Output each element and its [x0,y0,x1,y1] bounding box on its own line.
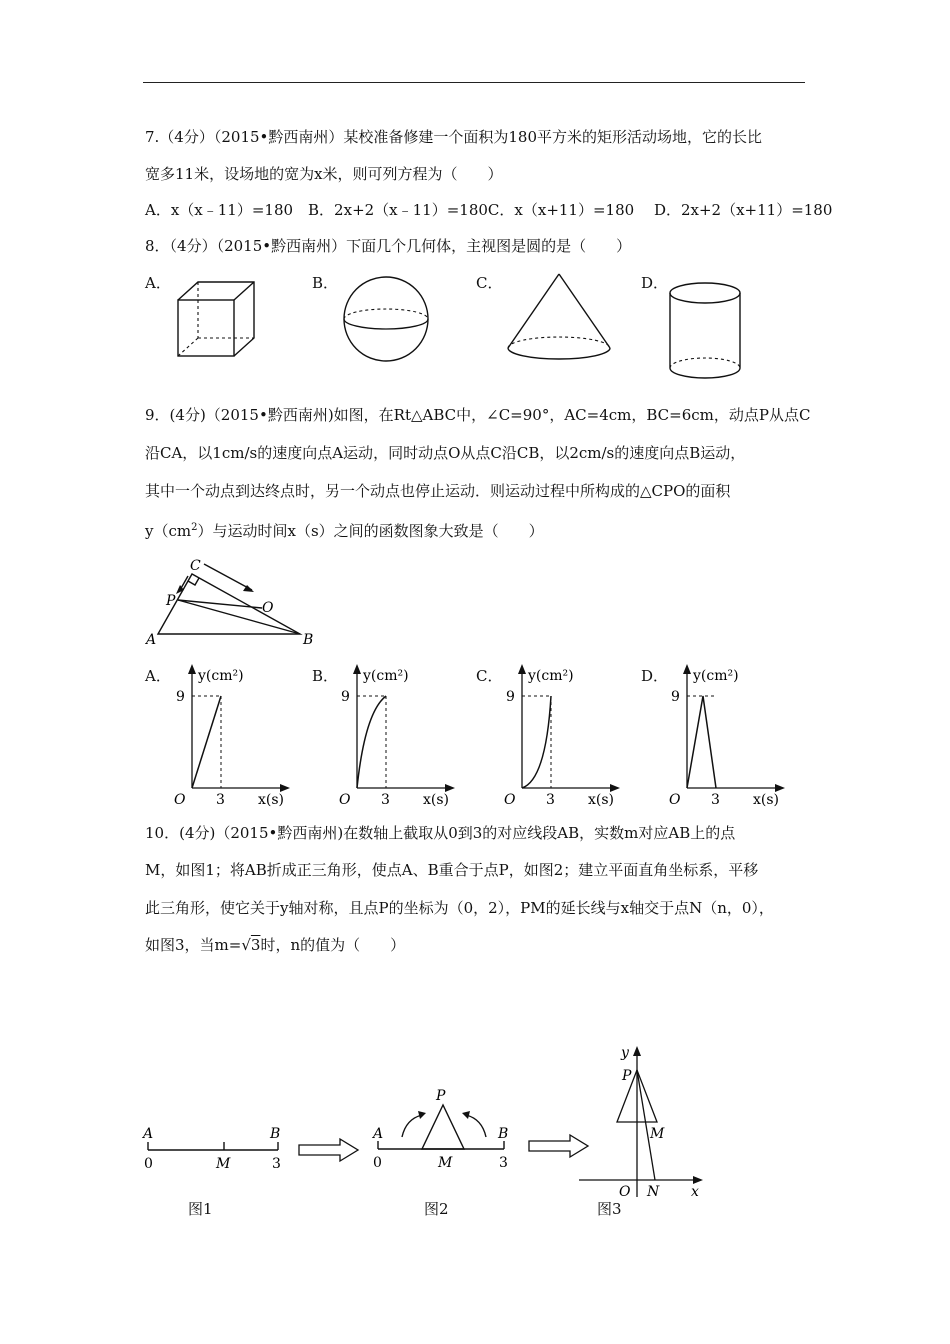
graph-a-origin: O [174,792,186,808]
fig2-label-zero: 0 [373,1155,382,1171]
graph-c-ylabel: y(cm²) [528,668,574,684]
fig2-caption: 图2 [424,1200,449,1218]
fig3-caption: 图3 [597,1200,622,1218]
fig1-label-three: 3 [272,1156,281,1172]
fig1-label-b: B [270,1126,281,1142]
graph-a-xtick: 3 [216,792,225,808]
sphere-icon [338,275,438,365]
graph-a-xlabel: x(s) [258,792,285,808]
triangle-label-o: O [262,600,274,616]
fig2-label-m: M [438,1155,453,1171]
graph-d-xtick: 3 [711,792,720,808]
fig2-label-b: B [498,1126,509,1142]
q9-option-b-label: B． [312,667,339,685]
graph-b [333,660,458,810]
fig3-label-y: y [621,1045,629,1061]
figure-3 [575,1042,715,1202]
graph-b-xlabel: x(s) [423,792,450,808]
q9-line2: 沿CA，以1cm/s的速度向点A运动，同时动点O从点C沿CB，以2cm/s的速度向点B运动， [145,444,746,462]
q9-line1: 9．(4分)（2015•黔西南州)如图，在Rt△ABC中，∠C=90°，AC=4cm，BC=6cm，动点P从点C [145,406,811,424]
fig2-label-p: P [436,1088,446,1104]
graph-b-ytick: 9 [341,689,350,705]
q7-options: A．x（x﹣11）=180 B．2x+2（x﹣11）=180C．x（x+11）=180 D．2x+2（x+11）=180 [145,201,833,219]
graph-a-ytick: 9 [176,689,185,705]
fig2-label-three: 3 [499,1155,508,1171]
graph-b-xtick: 3 [381,792,390,808]
fig2-label-a: A [373,1126,384,1142]
q9-line3: 其中一个动点到达终点时，另一个动点也停止运动．则运动过程中所构成的△CPO的面积 [145,482,731,500]
graph-d-ylabel: y(cm²) [693,668,739,684]
q9-line4-post: ）与运动时间x（s）之间的函数图象大致是（ ） [197,522,544,540]
q8-option-c-label: C． [476,274,503,292]
figure-2 [368,1085,518,1180]
q8-line1: 8．（4分）（2015•黔西南州）下面几个几何体，主视图是圆的是（ ） [145,237,632,255]
fig3-label-x: x [691,1184,699,1200]
q10-line1: 10．(4分)（2015•黔西南州)在数轴上截取从0到3的对应线段AB，实数m对应AB上的点 [145,824,736,842]
graph-c-ytick: 9 [506,689,515,705]
header-rule [143,82,805,83]
q9-option-a-label: A． [145,667,171,685]
q8-option-b-label: B． [312,274,339,292]
q9-line4-sup: 2 [191,522,198,533]
graph-d-origin: O [669,792,681,808]
graph-c-xtick: 3 [546,792,555,808]
q9-option-d-label: D． [641,667,669,685]
graph-c-origin: O [504,792,516,808]
fig1-label-zero: 0 [144,1156,153,1172]
q10-line3: 此三角形，使它关于y轴对称，且点P的坐标为（0，2），PM的延长线与x轴交于点N（n，0）， [145,899,774,917]
q10-line2: M，如图1；将AB折成正三角形，使点A、B重合于点P，如图2；建立平面直角坐标系，平移 [145,861,759,879]
graph-a [168,660,293,810]
q9-line4-pre: y（cm [145,522,192,540]
fig3-label-m: M [650,1126,665,1142]
fig1-caption: 图1 [188,1200,213,1218]
fig3-label-p: P [622,1068,632,1084]
q10-line4 [145,935,405,955]
graph-b-origin: O [339,792,351,808]
q7-line1: 7.（4分）（2015•黔西南州）某校准备修建一个面积为180平方米的矩形活动场地，它的长比 [145,128,763,146]
triangle-label-b: B [303,632,314,648]
q9-option-c-label: C． [476,667,503,685]
q8-option-d-label: D． [641,274,669,292]
graph-c [498,660,623,810]
hollow-arrow-icon [298,1138,360,1162]
q10-line4-radicand: 3 [250,936,261,954]
cylinder-icon [668,280,748,385]
q10-line4-pre: 如图3，当m= [145,936,242,954]
right-triangle-figure [140,552,330,652]
q8-option-a-label: A． [145,274,171,292]
graph-d-xlabel: x(s) [753,792,780,808]
fig3-label-n: N [647,1184,660,1200]
sqrt-icon: √ [241,936,251,954]
q9-line4 [145,518,544,541]
figure-1 [140,1120,290,1175]
graph-d [663,660,788,810]
graph-c-xlabel: x(s) [588,792,615,808]
graph-b-ylabel: y(cm²) [363,668,409,684]
cube-icon [170,278,270,363]
fig1-label-m: M [216,1156,231,1172]
fig1-label-a: A [143,1126,154,1142]
graph-a-ylabel: y(cm²) [198,668,244,684]
q7-line2: 宽多11米，设场地的宽为x米，则可列方程为（ ） [145,165,503,183]
q10-line4-post: 时，n的值为（ ） [260,936,406,954]
fig3-label-o: O [619,1184,631,1200]
graph-d-ytick: 9 [671,689,680,705]
triangle-label-p: P [166,593,176,609]
triangle-label-a: A [146,632,157,648]
triangle-label-c: C [190,558,201,574]
cone-icon [505,270,615,365]
